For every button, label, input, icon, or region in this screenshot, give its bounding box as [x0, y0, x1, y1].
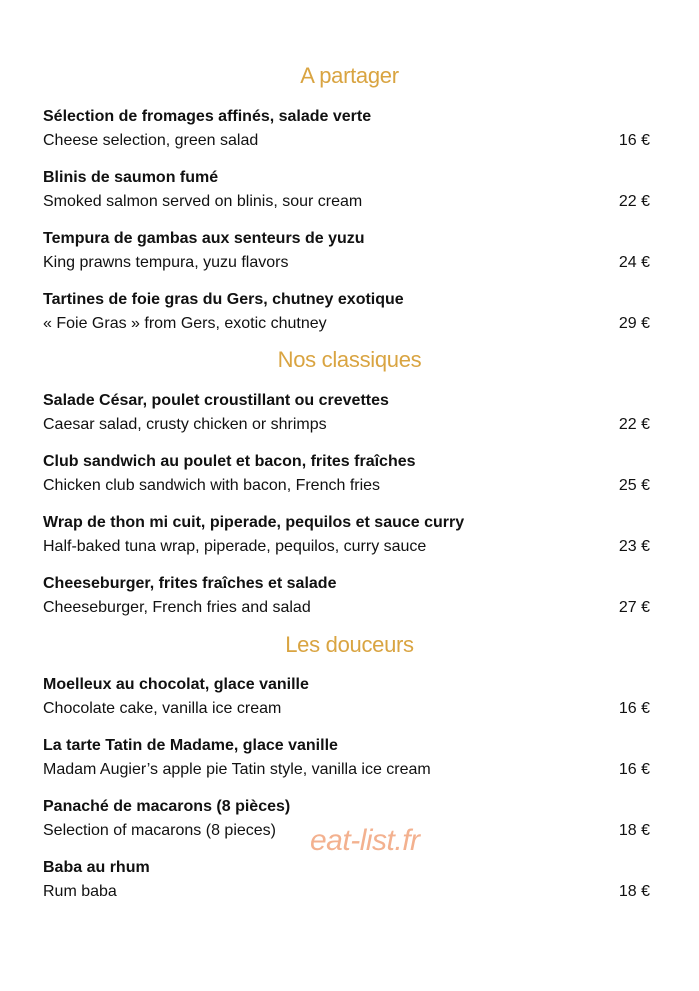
menu-item	[43, 675, 650, 723]
menu-item	[43, 229, 650, 277]
menu-item-name-fr: Salade César, poulet croustillant ou crevettes	[43, 392, 389, 409]
menu-item-name-fr: Tartines de foie gras du Gers, chutney exotique	[43, 291, 404, 308]
menu-item-name-fr: La tarte Tatin de Madame, glace vanille	[43, 737, 338, 754]
menu-item	[43, 290, 650, 338]
menu-item-price: 18 €	[618, 883, 650, 900]
menu-item-name-fr: Panaché de macarons (8 pièces)	[43, 798, 291, 815]
menu-item	[43, 107, 650, 155]
menu-item-name-fr: Cheeseburger, frites fraîches et salade	[43, 575, 337, 592]
menu-item-name-en: Cheese selection, green salad	[43, 132, 259, 149]
menu-item	[43, 452, 650, 500]
menu-item-name-en: Cheeseburger, French fries and salad	[43, 599, 311, 616]
menu-item-name-fr: Club sandwich au poulet et bacon, frites fraîches	[43, 453, 416, 470]
menu-item-name-en: Smoked salmon served on blinis, sour cream	[43, 193, 363, 210]
section-title-les-douceurs: Les douceurs	[285, 632, 414, 657]
menu-item-name-en: Selection of macarons (8 pieces)	[43, 822, 276, 839]
menu-item-price: 27 €	[618, 599, 650, 616]
menu-item	[43, 513, 650, 561]
menu-item	[43, 858, 650, 906]
menu-item-name-en: Chocolate cake, vanilla ice cream	[43, 700, 282, 717]
menu-item-name-fr: Tempura de gambas aux senteurs de yuzu	[43, 230, 365, 247]
menu-item-price: 22 €	[618, 416, 650, 433]
menu-item-name-en: Chicken club sandwich with bacon, French fries	[43, 477, 381, 494]
menu-item-name-en: « Foie Gras » from Gers, exotic chutney	[43, 315, 327, 332]
watermark: eat-list.fr	[310, 824, 420, 857]
menu-item-name-en: King prawns tempura, yuzu flavors	[43, 254, 289, 271]
menu-item-price: 24 €	[618, 254, 650, 271]
menu-item-price: 22 €	[618, 193, 650, 210]
menu-item-name-en: Half-baked tuna wrap, piperade, pequilos, curry sauce	[43, 538, 427, 555]
menu-item-name-fr: Wrap de thon mi cuit, piperade, pequilos et sauce curry	[43, 514, 465, 531]
menu-item-name-en: Madam Augier’s apple pie Tatin style, vanilla ice cream	[43, 761, 431, 778]
menu-item	[43, 736, 650, 784]
menu-item-name-fr: Sélection de fromages affinés, salade verte	[43, 108, 372, 125]
menu-item-price: 25 €	[618, 477, 650, 494]
menu-item-price: 16 €	[618, 132, 650, 149]
menu-item-name-en: Rum baba	[43, 883, 117, 900]
menu-item-price: 18 €	[618, 822, 650, 839]
menu-item-price: 16 €	[618, 700, 650, 717]
menu-item	[43, 574, 650, 622]
section-title-a-partager: A partager	[300, 63, 399, 88]
menu-item-name-en: Caesar salad, crusty chicken or shrimps	[43, 416, 327, 433]
menu-item-name-fr: Baba au rhum	[43, 859, 150, 876]
menu-item-name-fr: Moelleux au chocolat, glace vanille	[43, 676, 309, 693]
menu-item	[43, 391, 650, 439]
menu-item-price: 16 €	[618, 761, 650, 778]
section-title-nos-classiques: Nos classiques	[277, 347, 422, 372]
menu-item-name-fr: Blinis de saumon fumé	[43, 169, 219, 186]
menu-item-price: 29 €	[618, 315, 650, 332]
menu-item	[43, 168, 650, 216]
menu-item-price: 23 €	[618, 538, 650, 555]
